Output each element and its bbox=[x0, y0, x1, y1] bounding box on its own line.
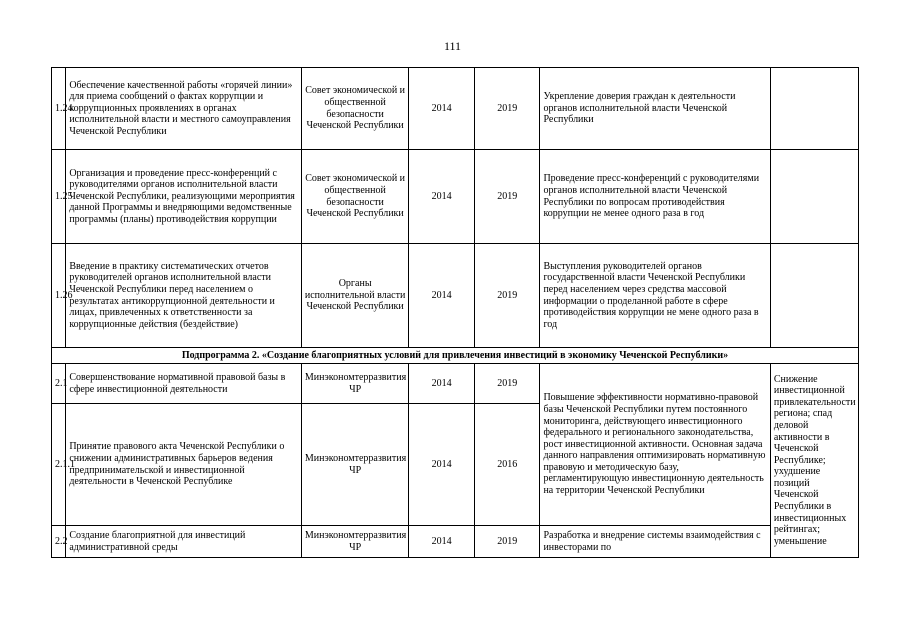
row-end-year: 2019 bbox=[474, 526, 540, 558]
row-executor: Совет экономической и общественной безопасности Чеченской Республики bbox=[301, 150, 409, 244]
row-result: Проведение пресс-конференций с руководителями органов исполнительной власти Чеченской Республики по вопросам противодействия коррупции не менее одного раза в год bbox=[540, 150, 770, 244]
row-description: Организация и проведение пресс-конференций с руководителями органов исполнительной власти Чеченской Республики, реализующими мероприятия данной Программы и внедряющими ведомственные программы (планы) противодействия коррупции bbox=[66, 150, 302, 244]
table-row bbox=[52, 150, 859, 244]
table-row bbox=[52, 526, 859, 558]
row-executor: Минэкономтерразвития ЧР bbox=[301, 404, 409, 526]
row-end-year: 2019 bbox=[474, 364, 540, 404]
table-row bbox=[52, 244, 859, 348]
row-number: 2.1 bbox=[52, 364, 66, 404]
row-start-year: 2014 bbox=[409, 404, 475, 526]
row-number: 2.1.1 bbox=[52, 404, 66, 526]
shared-risk: Снижение инвестиционной привлекательности региона; спад деловой активности в Чеченской Республике; ухудшение позиций Чеченской Республики в инвестиционных рейтингах; уменьшение bbox=[770, 364, 858, 558]
program-table bbox=[51, 67, 859, 558]
row-risk bbox=[770, 68, 858, 150]
row-start-year: 2014 bbox=[409, 364, 475, 404]
row-number: 1.26 bbox=[52, 244, 66, 348]
row-end-year: 2019 bbox=[474, 150, 540, 244]
row-number: 1.24 bbox=[52, 68, 66, 150]
row-start-year: 2014 bbox=[409, 68, 475, 150]
row-executor: Совет экономической и общественной безопасности Чеченской Республики bbox=[301, 68, 409, 150]
section-title: Подпрограмма 2. «Создание благоприятных условий для привлечения инвестиций в экономику Чеченской Республики» bbox=[52, 348, 859, 364]
row-risk bbox=[770, 244, 858, 348]
row-result: Выступления руководителей органов государственной власти Чеченской Республики перед населением через средства массовой информации о проделанной работе в сфере противодействия коррупции не мене одного раза в год bbox=[540, 244, 770, 348]
row-executor: Минэкономтерразвития ЧР bbox=[301, 364, 409, 404]
table-row bbox=[52, 364, 859, 404]
row-description: Обеспечение качественной работы «горячей линии» для приема сообщений о фактах коррупции и коррупционных проявлениях в органах исполнительной власти и местного самоуправления Чеченской Республики bbox=[66, 68, 302, 150]
row-number: 1.25 bbox=[52, 150, 66, 244]
table-row bbox=[52, 68, 859, 150]
row-start-year: 2014 bbox=[409, 150, 475, 244]
row-start-year: 2014 bbox=[409, 244, 475, 348]
row-result: Укрепление доверия граждан к деятельности органов исполнительной власти Чеченской Республики bbox=[540, 68, 770, 150]
row-description: Введение в практику систематических отчетов руководителей органов исполнительной власти Чеченской Республики перед населением о результатах антикоррупционной деятельности и лицах, привлеченных к ответственности за коррупционные действия (бездействие) bbox=[66, 244, 302, 348]
row-description: Принятие правового акта Чеченской Республики о снижении административных барьеров ведения предпринимательской и инвестиционной деятельности в Чеченской Республике bbox=[66, 404, 302, 526]
row-description: Создание благоприятной для инвестиций административной среды bbox=[66, 526, 302, 558]
row-description: Совершенствование нормативной правовой базы в сфере инвестиционной деятельности bbox=[66, 364, 302, 404]
row-end-year: 2016 bbox=[474, 404, 540, 526]
row-executor: Минэкономтерразвития ЧР bbox=[301, 526, 409, 558]
row-result: Разработка и внедрение системы взаимодействия с инвесторами по bbox=[540, 526, 770, 558]
shared-result: Повышение эффективности нормативно-правовой базы Чеченской Республики путем постоянного мониторинга, действующего инвестиционного федерального и регионального законодательства, рост инвестиционной активности. Основная задача данного направления оптимизировать нормативную правовую и методическую базу, регламентирующую инвестиционную деятельность на территории Чеченской Республики bbox=[540, 364, 770, 526]
page-number: 111 bbox=[443, 39, 462, 53]
row-start-year: 2014 bbox=[409, 526, 475, 558]
row-end-year: 2019 bbox=[474, 68, 540, 150]
row-executor: Органы исполнительной власти Чеченской Республики bbox=[301, 244, 409, 348]
row-end-year: 2019 bbox=[474, 244, 540, 348]
section-header-row bbox=[52, 348, 859, 364]
row-number: 2.2 bbox=[52, 526, 66, 558]
row-risk bbox=[770, 150, 858, 244]
